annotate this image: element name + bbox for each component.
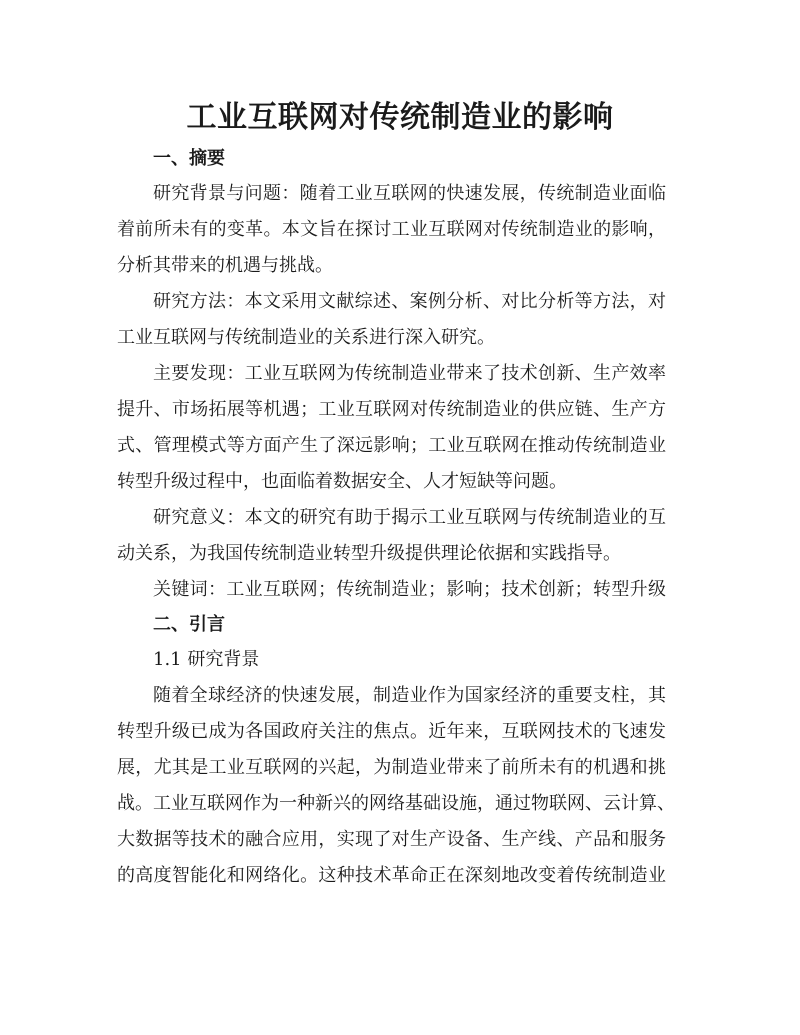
text-line: 研究背景与问题：随着工业互联网的快速发展，传统制造业面临	[153, 183, 666, 204]
text-line: 转型升级已成为各国政府关注的焦点。近年来，互联网技术的飞速发	[117, 721, 666, 742]
text-line: 式、管理模式等方面产生了深远影响；工业互联网在推动传统制造业	[117, 435, 666, 456]
text-line: 研究意义：本文的研究有助于揭示工业互联网与传统制造业的互	[153, 507, 666, 528]
paragraph-background	[117, 176, 666, 284]
text-line: 着前所未有的变革。本文旨在探讨工业互联网对传统制造业的影响，	[117, 219, 666, 240]
text-line: 大数据等技术的融合应用，实现了对生产设备、生产线、产品和服务	[117, 829, 666, 850]
subsection-heading: 1.1 研究背景	[153, 649, 260, 670]
document-title: 工业互联网对传统制造业的影响	[186, 100, 614, 135]
document-body	[117, 142, 675, 894]
section-heading-abstract: 一、摘要	[153, 148, 225, 169]
paragraph-method	[117, 284, 666, 356]
text-line: 主要发现：工业互联网为传统制造业带来了技术创新、生产效率	[153, 363, 666, 384]
keywords: 关键词：工业互联网；传统制造业；影响；技术创新；转型升级	[153, 579, 666, 600]
text-line: 动关系，为我国传统制造业转型升级提供理论依据和实践指导。	[117, 543, 621, 564]
text-line: 展，尤其是工业互联网的兴起，为制造业带来了前所未有的机遇和挑	[117, 757, 666, 778]
paragraph-significance	[117, 500, 666, 572]
text-line: 分析其带来的机遇与挑战。	[117, 255, 333, 276]
text-line: 战。工业互联网作为一种新兴的网络基础设施，通过物联网、云计算、	[117, 793, 675, 814]
paragraph-research-background	[117, 678, 675, 894]
paragraph-findings	[117, 356, 666, 500]
text-line: 研究方法：本文采用文献综述、案例分析、对比分析等方法，对	[153, 291, 666, 312]
text-line: 随着全球经济的快速发展，制造业作为国家经济的重要支柱，其	[153, 685, 666, 706]
text-line: 的高度智能化和网络化。这种技术革命正在深刻地改变着传统制造业	[117, 865, 666, 886]
text-line: 工业互联网与传统制造业的关系进行深入研究。	[117, 327, 495, 348]
text-line: 提升、市场拓展等机遇；工业互联网对传统制造业的供应链、生产方	[117, 399, 666, 420]
text-line: 转型升级过程中，也面临着数据安全、人才短缺等问题。	[117, 471, 567, 492]
section-heading-introduction: 二、引言	[153, 614, 225, 635]
